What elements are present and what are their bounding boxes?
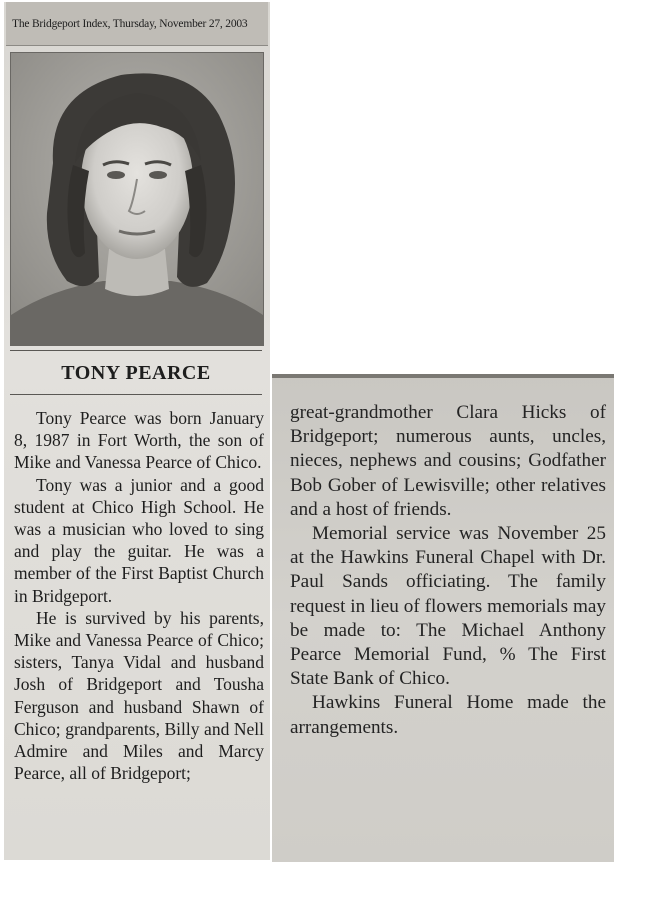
paragraph-arrangements: Hawkins Funeral Home made the arrangements. (290, 692, 606, 738)
obituary-left-column (14, 407, 264, 784)
paragraph-memorial: Memorial service was November 25 at the Hawkins Funeral Chapel with Dr. Paul Sands officiating. The family request in lieu of flowers memorials may be made to: The Michael Anthony Pearce Memorial Fund, % The First State Bank of Chico. (290, 523, 606, 690)
obituary-name: TONY PEARCE (61, 362, 211, 384)
portrait-photo-icon (10, 52, 264, 346)
paragraph-survivors: He is survived by his parents, Mike and Vanessa Pearce of Chico; sisters, Tanya Vidal and husband Josh of Bridgeport and Tousha Ferguson and husband Shawn of Chico; grandparents, Billy and Nell Admire and Miles and Marcy Pearce, all of Bridgeport; (14, 607, 264, 784)
newspaper-clipping-left (4, 2, 270, 860)
portrait-photo-svg (11, 53, 263, 345)
obituary-right-column (290, 401, 606, 740)
clipping-top-edge (272, 374, 614, 378)
paragraph-life: Tony was a junior and a good student at Chico High School. He was a musician who loved to sing and play the guitar. He was a member of the First Baptist Church in Bridgeport. (14, 474, 264, 606)
header-rule-top (10, 350, 262, 351)
paragraph-survivors-cont: great-grandmother Clara Hicks of Bridgeport; numerous aunts, uncles, nieces, nephews and cousins; Godfather Bob Gober of Lewisville; other relatives and a host of friends. (290, 402, 606, 520)
newspaper-clipping-right (272, 374, 614, 862)
paragraph-birth: Tony Pearce was born January 8, 1987 in Fort Worth, the son of Mike and Vanessa Pearce of Chico. (14, 408, 264, 473)
newspaper-masthead: The Bridgeport Index, Thursday, November 27, 2003 (6, 2, 268, 46)
header-rule-bottom (10, 394, 262, 395)
